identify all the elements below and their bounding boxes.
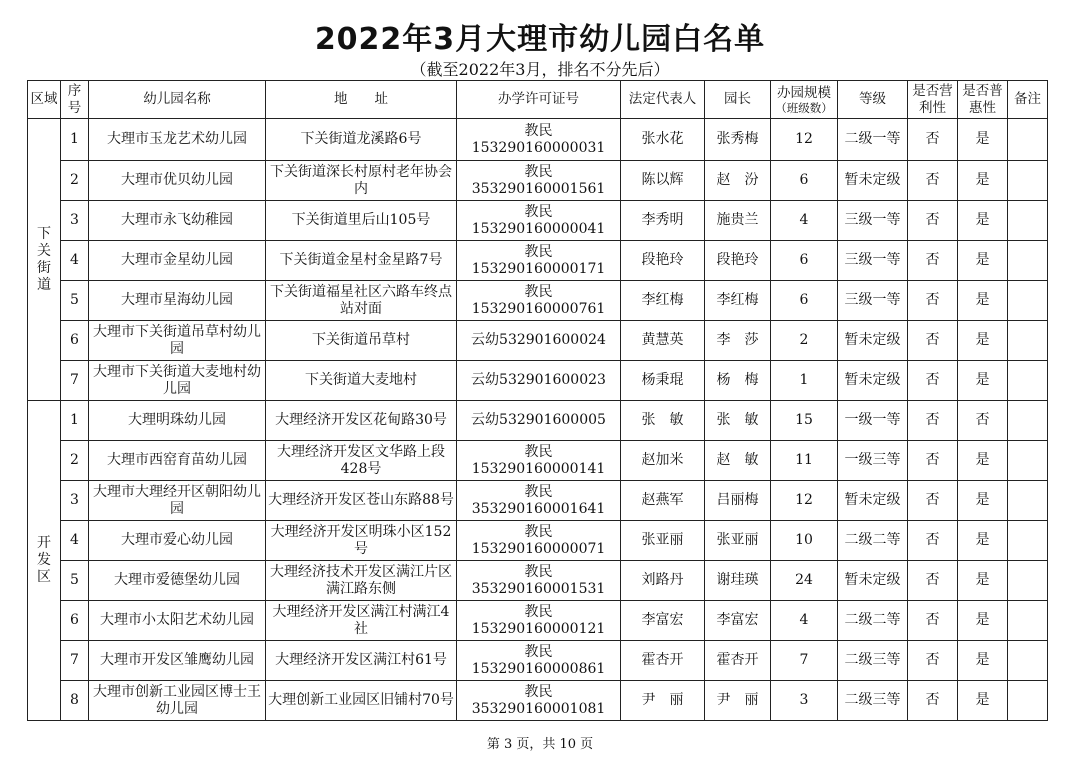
cell-name: 大理市爱德堡幼儿园 bbox=[89, 561, 266, 601]
cell-principal: 赵 汾 bbox=[705, 161, 771, 201]
cell-inclusive: 是 bbox=[958, 521, 1008, 561]
cell-grade: 暂未定级 bbox=[838, 321, 908, 361]
cell-grade: 三级一等 bbox=[838, 281, 908, 321]
cell-classes: 4 bbox=[771, 201, 838, 241]
cell-inclusive: 是 bbox=[958, 561, 1008, 601]
cell-principal: 施贵兰 bbox=[705, 201, 771, 241]
cell-inclusive: 是 bbox=[958, 119, 1008, 161]
cell-grade: 一级一等 bbox=[838, 401, 908, 441]
cell-inclusive: 是 bbox=[958, 601, 1008, 641]
cell-legal-rep: 段艳玲 bbox=[621, 241, 705, 281]
table-row bbox=[28, 641, 1048, 681]
cell-remarks bbox=[1008, 321, 1048, 361]
table-row bbox=[28, 521, 1048, 561]
cell-classes: 12 bbox=[771, 481, 838, 521]
cell-grade: 三级一等 bbox=[838, 241, 908, 281]
cell-principal: 张秀梅 bbox=[705, 119, 771, 161]
cell-classes: 6 bbox=[771, 241, 838, 281]
cell-inclusive: 是 bbox=[958, 161, 1008, 201]
region-cell: 下 关 街 道 bbox=[28, 119, 61, 401]
cell-classes: 24 bbox=[771, 561, 838, 601]
cell-profit: 否 bbox=[908, 361, 958, 401]
cell-inclusive: 是 bbox=[958, 321, 1008, 361]
cell-remarks bbox=[1008, 161, 1048, 201]
cell-remarks bbox=[1008, 481, 1048, 521]
cell-classes: 15 bbox=[771, 401, 838, 441]
cell-seq: 7 bbox=[61, 361, 89, 401]
cell-seq: 2 bbox=[61, 161, 89, 201]
cell-profit: 否 bbox=[908, 641, 958, 681]
document-subtitle: （截至2022年3月，排名不分先后） bbox=[410, 60, 670, 79]
cell-address: 下关街道金星村金星路7号 bbox=[266, 241, 457, 281]
cell-license: 教民153290160000761 bbox=[457, 281, 621, 321]
cell-name: 大理市下关街道大麦地村幼儿园 bbox=[89, 361, 266, 401]
cell-name: 大理市下关街道吊草村幼儿园 bbox=[89, 321, 266, 361]
cell-remarks bbox=[1008, 521, 1048, 561]
table-row bbox=[28, 241, 1048, 281]
cell-seq: 3 bbox=[61, 201, 89, 241]
cell-classes: 6 bbox=[771, 161, 838, 201]
cell-inclusive: 是 bbox=[958, 201, 1008, 241]
cell-name: 大理市西窑育苗幼儿园 bbox=[89, 441, 266, 481]
cell-inclusive: 是 bbox=[958, 681, 1008, 721]
cell-classes: 7 bbox=[771, 641, 838, 681]
cell-classes: 12 bbox=[771, 119, 838, 161]
cell-license: 教民153290160000071 bbox=[457, 521, 621, 561]
table-row bbox=[28, 601, 1048, 641]
cell-legal-rep: 李红梅 bbox=[621, 281, 705, 321]
cell-remarks bbox=[1008, 281, 1048, 321]
header-name: 幼儿园名称 bbox=[89, 81, 266, 119]
cell-principal: 李富宏 bbox=[705, 601, 771, 641]
cell-legal-rep: 刘路丹 bbox=[621, 561, 705, 601]
cell-seq: 5 bbox=[61, 561, 89, 601]
cell-legal-rep: 赵燕军 bbox=[621, 481, 705, 521]
table-row bbox=[28, 281, 1048, 321]
cell-address: 下关街道吊草村 bbox=[266, 321, 457, 361]
cell-license: 教民353290160001641 bbox=[457, 481, 621, 521]
cell-legal-rep: 张水花 bbox=[621, 119, 705, 161]
table-row bbox=[28, 561, 1048, 601]
cell-license: 教民153290160000031 bbox=[457, 119, 621, 161]
header-grade: 等级 bbox=[838, 81, 908, 119]
cell-name: 大理市玉龙艺术幼儿园 bbox=[89, 119, 266, 161]
cell-legal-rep: 赵加米 bbox=[621, 441, 705, 481]
kindergarten-whitelist-table bbox=[27, 80, 1048, 721]
cell-principal: 李 莎 bbox=[705, 321, 771, 361]
cell-license: 云幼532901600023 bbox=[457, 361, 621, 401]
cell-name: 大理市小太阳艺术幼儿园 bbox=[89, 601, 266, 641]
cell-seq: 6 bbox=[61, 601, 89, 641]
table-row bbox=[28, 361, 1048, 401]
cell-profit: 否 bbox=[908, 241, 958, 281]
cell-legal-rep: 尹 丽 bbox=[621, 681, 705, 721]
cell-seq: 8 bbox=[61, 681, 89, 721]
cell-name: 大理市星海幼儿园 bbox=[89, 281, 266, 321]
cell-seq: 1 bbox=[61, 119, 89, 161]
cell-legal-rep: 霍杏开 bbox=[621, 641, 705, 681]
cell-license: 教民353290160001531 bbox=[457, 561, 621, 601]
cell-principal: 杨 梅 bbox=[705, 361, 771, 401]
cell-address: 下关街道福星社区六路车终点站对面 bbox=[266, 281, 457, 321]
cell-address: 大理经济技术开发区满江片区满江路东侧 bbox=[266, 561, 457, 601]
page-footer: 第 3 页，共 10 页 bbox=[486, 737, 594, 752]
cell-legal-rep: 张 敏 bbox=[621, 401, 705, 441]
header-remarks: 备注 bbox=[1008, 81, 1048, 119]
cell-address: 下关街道里后山105号 bbox=[266, 201, 457, 241]
cell-address: 大理创新工业园区旧铺村70号 bbox=[266, 681, 457, 721]
cell-inclusive: 否 bbox=[958, 401, 1008, 441]
cell-profit: 否 bbox=[908, 561, 958, 601]
cell-grade: 二级三等 bbox=[838, 641, 908, 681]
cell-principal: 张 敏 bbox=[705, 401, 771, 441]
cell-principal: 尹 丽 bbox=[705, 681, 771, 721]
cell-classes: 11 bbox=[771, 441, 838, 481]
cell-remarks bbox=[1008, 119, 1048, 161]
cell-address: 下关街道大麦地村 bbox=[266, 361, 457, 401]
document-title: 2022年3月大理市幼儿园白名单 bbox=[314, 22, 766, 57]
header-principal: 园长 bbox=[705, 81, 771, 119]
cell-address: 大理经济开发区满江村61号 bbox=[266, 641, 457, 681]
cell-address: 大理经济开发区花甸路30号 bbox=[266, 401, 457, 441]
cell-seq: 6 bbox=[61, 321, 89, 361]
cell-legal-rep: 张亚丽 bbox=[621, 521, 705, 561]
cell-classes: 4 bbox=[771, 601, 838, 641]
cell-grade: 暂未定级 bbox=[838, 481, 908, 521]
cell-profit: 否 bbox=[908, 401, 958, 441]
header-profit: 是否营利性 bbox=[908, 81, 958, 119]
cell-principal: 霍杏开 bbox=[705, 641, 771, 681]
cell-address: 下关街道深长村原村老年协会内 bbox=[266, 161, 457, 201]
header-inclusive: 是否普惠性 bbox=[958, 81, 1008, 119]
header-scale bbox=[771, 81, 838, 119]
cell-license: 教民353290160001561 bbox=[457, 161, 621, 201]
cell-seq: 7 bbox=[61, 641, 89, 681]
cell-profit: 否 bbox=[908, 441, 958, 481]
table-row bbox=[28, 401, 1048, 441]
cell-name: 大理市永飞幼稚园 bbox=[89, 201, 266, 241]
cell-remarks bbox=[1008, 241, 1048, 281]
cell-remarks bbox=[1008, 601, 1048, 641]
cell-inclusive: 是 bbox=[958, 441, 1008, 481]
cell-remarks bbox=[1008, 441, 1048, 481]
cell-inclusive: 是 bbox=[958, 641, 1008, 681]
cell-grade: 二级二等 bbox=[838, 601, 908, 641]
header-address: 地 址 bbox=[266, 81, 457, 119]
table-row bbox=[28, 119, 1048, 161]
cell-name: 大理明珠幼儿园 bbox=[89, 401, 266, 441]
cell-profit: 否 bbox=[908, 119, 958, 161]
cell-address: 大理经济开发区苍山东路88号 bbox=[266, 481, 457, 521]
cell-license: 云幼532901600005 bbox=[457, 401, 621, 441]
cell-principal: 张亚丽 bbox=[705, 521, 771, 561]
header-license: 办学许可证号 bbox=[457, 81, 621, 119]
cell-name: 大理市大理经开区朝阳幼儿园 bbox=[89, 481, 266, 521]
cell-profit: 否 bbox=[908, 481, 958, 521]
cell-grade: 一级三等 bbox=[838, 441, 908, 481]
table-row bbox=[28, 481, 1048, 521]
table-row bbox=[28, 681, 1048, 721]
cell-profit: 否 bbox=[908, 161, 958, 201]
cell-profit: 否 bbox=[908, 281, 958, 321]
cell-inclusive: 是 bbox=[958, 361, 1008, 401]
cell-license: 教民153290160000121 bbox=[457, 601, 621, 641]
cell-license: 教民153290160000041 bbox=[457, 201, 621, 241]
cell-classes: 3 bbox=[771, 681, 838, 721]
cell-classes: 1 bbox=[771, 361, 838, 401]
cell-seq: 3 bbox=[61, 481, 89, 521]
header-region: 区域 bbox=[28, 81, 61, 119]
cell-profit: 否 bbox=[908, 681, 958, 721]
cell-name: 大理市开发区雏鹰幼儿园 bbox=[89, 641, 266, 681]
cell-seq: 5 bbox=[61, 281, 89, 321]
cell-license: 教民153290160000171 bbox=[457, 241, 621, 281]
cell-remarks bbox=[1008, 361, 1048, 401]
header-scale-main: 办园规模 bbox=[777, 84, 831, 101]
cell-grade: 暂未定级 bbox=[838, 361, 908, 401]
cell-legal-rep: 陈以辉 bbox=[621, 161, 705, 201]
cell-name: 大理市金星幼儿园 bbox=[89, 241, 266, 281]
cell-inclusive: 是 bbox=[958, 281, 1008, 321]
cell-classes: 6 bbox=[771, 281, 838, 321]
cell-legal-rep: 杨秉琨 bbox=[621, 361, 705, 401]
table-header-row bbox=[28, 81, 1048, 119]
cell-name: 大理市优贝幼儿园 bbox=[89, 161, 266, 201]
cell-legal-rep: 黄慧英 bbox=[621, 321, 705, 361]
cell-remarks bbox=[1008, 401, 1048, 441]
header-scale-sub: （班级数） bbox=[775, 100, 833, 115]
cell-remarks bbox=[1008, 201, 1048, 241]
cell-seq: 4 bbox=[61, 521, 89, 561]
cell-inclusive: 是 bbox=[958, 481, 1008, 521]
cell-grade: 二级二等 bbox=[838, 521, 908, 561]
cell-remarks bbox=[1008, 561, 1048, 601]
cell-license: 教民153290160000141 bbox=[457, 441, 621, 481]
cell-profit: 否 bbox=[908, 201, 958, 241]
cell-remarks bbox=[1008, 681, 1048, 721]
cell-grade: 暂未定级 bbox=[838, 161, 908, 201]
table-row bbox=[28, 321, 1048, 361]
cell-address: 大理经济开发区文华路上段428号 bbox=[266, 441, 457, 481]
cell-grade: 二级一等 bbox=[838, 119, 908, 161]
cell-classes: 2 bbox=[771, 321, 838, 361]
cell-principal: 段艳玲 bbox=[705, 241, 771, 281]
cell-remarks bbox=[1008, 641, 1048, 681]
cell-address: 大理经济开发区明珠小区152号 bbox=[266, 521, 457, 561]
cell-address: 下关街道龙溪路6号 bbox=[266, 119, 457, 161]
cell-seq: 2 bbox=[61, 441, 89, 481]
cell-classes: 10 bbox=[771, 521, 838, 561]
table-row bbox=[28, 161, 1048, 201]
table-row bbox=[28, 201, 1048, 241]
cell-grade: 三级一等 bbox=[838, 201, 908, 241]
cell-principal: 谢珪瑛 bbox=[705, 561, 771, 601]
cell-grade: 二级三等 bbox=[838, 681, 908, 721]
cell-seq: 1 bbox=[61, 401, 89, 441]
cell-inclusive: 是 bbox=[958, 241, 1008, 281]
region-cell: 开 发 区 bbox=[28, 401, 61, 721]
cell-legal-rep: 李秀明 bbox=[621, 201, 705, 241]
cell-legal-rep: 李富宏 bbox=[621, 601, 705, 641]
cell-address: 大理经济开发区满江村满江4社 bbox=[266, 601, 457, 641]
cell-principal: 赵 敏 bbox=[705, 441, 771, 481]
header-seq: 序号 bbox=[61, 81, 89, 119]
cell-name: 大理市爱心幼儿园 bbox=[89, 521, 266, 561]
cell-license: 教民353290160001081 bbox=[457, 681, 621, 721]
cell-profit: 否 bbox=[908, 601, 958, 641]
table-row bbox=[28, 441, 1048, 481]
cell-principal: 李红梅 bbox=[705, 281, 771, 321]
header-legal-rep: 法定代表人 bbox=[621, 81, 705, 119]
table-body bbox=[28, 119, 1048, 721]
cell-profit: 否 bbox=[908, 521, 958, 561]
cell-profit: 否 bbox=[908, 321, 958, 361]
cell-license: 教民153290160000861 bbox=[457, 641, 621, 681]
cell-name: 大理市创新工业园区博士王幼儿园 bbox=[89, 681, 266, 721]
cell-principal: 吕丽梅 bbox=[705, 481, 771, 521]
cell-grade: 暂未定级 bbox=[838, 561, 908, 601]
cell-seq: 4 bbox=[61, 241, 89, 281]
cell-license: 云幼532901600024 bbox=[457, 321, 621, 361]
